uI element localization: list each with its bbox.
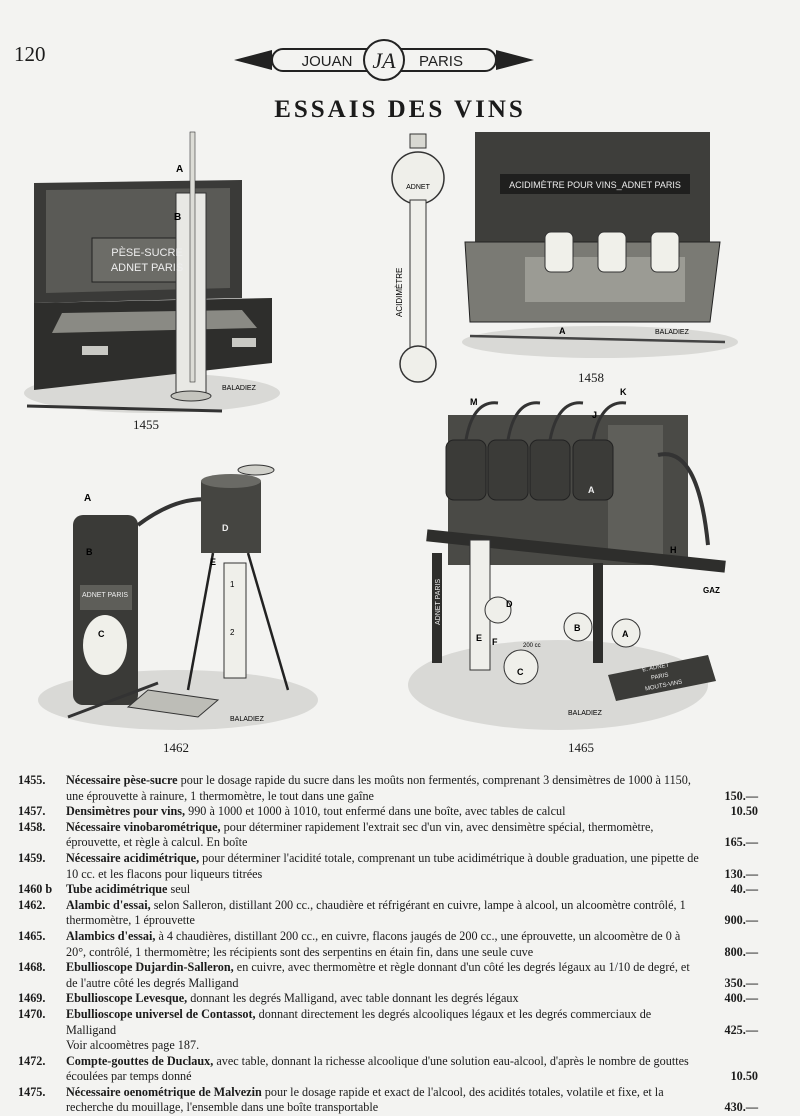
catalog-entry <box>18 1054 758 1085</box>
entry-name: Ebullioscope universel de Contassot, <box>66 1006 256 1021</box>
fig1465-label-m: M <box>470 397 478 407</box>
fig1458-box-text: ACIDIMÈTRE POUR VINS_ADNET PARIS <box>509 180 681 190</box>
entry-number: 1460 b <box>18 882 53 897</box>
entry-name: Alambics d'essai, <box>66 928 156 943</box>
fig1455-box-text-2: ADNET PARIS <box>110 262 184 274</box>
catalog-entry <box>18 898 758 929</box>
entry-price: 130.— <box>724 866 758 881</box>
entry-price: 40.— <box>730 882 758 897</box>
brand-left: JOUAN <box>301 53 353 70</box>
entry-number: 1475. <box>18 1084 46 1099</box>
entry-number: 1458. <box>18 819 46 834</box>
entry-price: 430.— <box>724 1100 758 1115</box>
brand-monogram: JA <box>372 48 396 73</box>
entry-name: Compte-gouttes de Duclaux, <box>66 1053 214 1068</box>
entry-text: Voir alcoomètres page 187. <box>66 1038 200 1053</box>
fig1462-label-d: D <box>222 523 229 533</box>
fig1465-label-b: B <box>574 623 581 633</box>
catalog-entry <box>18 1007 758 1038</box>
brand-right: PARIS <box>419 53 463 70</box>
entry-number: 1469. <box>18 991 46 1006</box>
entry-text: seul <box>167 882 191 897</box>
fig1462-label-1: 1 <box>230 580 235 589</box>
figure-1455 <box>22 128 282 418</box>
entry-number: 1459. <box>18 850 46 865</box>
entry-name: Densimètres pour vins, <box>66 804 186 819</box>
entry-text: donnant les degrés Malligand, avec table donnant les degrés légaux <box>187 991 519 1006</box>
fig1465-label-h: H <box>670 545 677 555</box>
fig1465-book-text-2: PARIS <box>650 672 670 682</box>
fig1455-box-text-1: PÈSE-SUCRE <box>111 247 183 259</box>
entry-name: Ebullioscope Levesque, <box>66 991 188 1006</box>
catalog-list <box>18 773 758 1116</box>
entry-number <box>18 1038 66 1054</box>
entry-text: à 4 chaudières, distillant 200 cc., en cuivre, flacons jaugés de 200 cc., une éprouvette, un alcoomètre de 0 à 20°, contrôlé, 1 thermomètre; les récipients sont des serpentins en étain fin, dans une seule cuve <box>66 928 681 959</box>
fig1465-label-200cc: 200 cc <box>523 643 541 649</box>
entry-text: pour le dosage rapide et exact de l'alcool, des acidités totales, volatile et fixe, et la recherche du mouillage, l'ensemble dans une boîte transportable <box>66 1084 664 1115</box>
fig1465-book-text-1: E. ADNET <box>641 662 670 674</box>
catalog-entry <box>18 960 758 991</box>
fig1455-label-b: B <box>174 212 182 223</box>
fig1462-label-a: A <box>84 493 92 504</box>
entry-name: Nécessaire pèse-sucre <box>66 773 178 787</box>
entry-number: 1472. <box>18 1053 46 1068</box>
fig1455-label-a: A <box>176 164 184 175</box>
catalog-entry <box>18 820 758 851</box>
entry-number: 1468. <box>18 960 46 975</box>
fig1465-label-k: K <box>620 387 627 397</box>
fig1462-label-c: C <box>98 629 105 639</box>
fig1465-label-f: F <box>492 637 498 647</box>
catalog-entry <box>18 1085 758 1116</box>
fig1465-label-a-top: A <box>588 485 595 495</box>
fig1465-label-gaz: GAZ <box>703 586 720 595</box>
figure-acidimetre-tube <box>388 132 448 387</box>
entry-price: 350.— <box>724 975 758 990</box>
figure-1462 <box>28 455 320 735</box>
entry-name: Alambic d'essai, <box>66 897 151 912</box>
page-title: ESSAIS DES VINS <box>274 96 526 123</box>
entry-price: 400.— <box>724 991 758 1006</box>
figure-1458 <box>455 132 740 362</box>
entry-price: 425.— <box>724 1022 758 1037</box>
fig1465-label-d: D <box>506 599 513 609</box>
entry-text: pour déterminer l'acidité totale, comprenant un tube acidimétrique à double graduation, une pipette de 10 cc. et les flacons pour liqueurs titrées <box>66 850 699 881</box>
entry-text: 990 à 1000 et 1000 à 1010, tout enfermé dans une boîte, avec tables de calcul <box>185 804 566 819</box>
fig1465-label-c: C <box>517 667 524 677</box>
catalog-entry <box>18 773 758 804</box>
figure-number-1465: 1465 <box>568 740 594 755</box>
entry-name: Nécessaire oenométrique de Malvezin <box>66 1084 262 1099</box>
catalog-entry <box>18 804 758 820</box>
fig1458-signature: BALADIEZ <box>655 329 689 336</box>
entry-number: 1462. <box>18 897 46 912</box>
fig1458-label-a: A <box>559 326 566 336</box>
entry-name: Nécessaire acidimétrique, <box>66 850 200 865</box>
entry-price: 900.— <box>724 913 758 928</box>
catalog-entry <box>18 991 758 1007</box>
entry-price: 10.50 <box>730 1069 758 1084</box>
entry-name: Tube acidimétrique <box>66 882 168 897</box>
entry-price: 10.50 <box>730 804 758 819</box>
fig1465-book-text-3: MOUTS-VINS <box>644 679 683 693</box>
tube-stem-text: ACIDIMÈTRE <box>395 267 404 317</box>
entry-number: 1470. <box>18 1006 46 1021</box>
fig1462-signature: BALADIEZ <box>230 716 264 723</box>
catalog-entry <box>18 882 758 898</box>
catalog-entry <box>18 851 758 882</box>
catalog-entry <box>18 929 758 960</box>
entry-price: 150.— <box>724 788 758 803</box>
figure-number-1462: 1462 <box>163 740 189 755</box>
entry-name: Nécessaire vinobarométrique, <box>66 819 221 834</box>
entry-number: 1457. <box>18 804 46 819</box>
entry-price: 165.— <box>724 835 758 850</box>
entry-name: Ebullioscope Dujardin-Salleron, <box>66 960 234 975</box>
fig1462-label-b: B <box>86 547 93 557</box>
entry-text: en cuivre, avec thermomètre et règle donnant d'un côté les degrés légaux au 1/10 de degré, et de l'autre côté les degrés Malligand <box>66 960 690 990</box>
entry-number: 1465. <box>18 928 46 943</box>
figure-number-1455: 1455 <box>133 417 159 432</box>
fig1465-signature: BALADIEZ <box>568 710 602 717</box>
fig1465-stand-text: ADNET PARIS <box>435 578 442 625</box>
catalog-note <box>18 1038 758 1054</box>
fig1462-label-e: E <box>210 557 217 567</box>
tube-bulb-text: ADNET <box>406 184 430 191</box>
entry-text: pour le dosage rapide du sucre dans les moûts non fermentés, comprenant 3 densimètres de 1000 à 1150, une éprouvette à rainure, 1 thermomètre, le tout dans une gaîne <box>66 773 691 803</box>
fig1455-signature: BALADIEZ <box>222 385 256 392</box>
fig1465-label-e: E <box>476 633 483 643</box>
fig1465-label-a: A <box>622 629 629 639</box>
entry-number: 1455. <box>18 773 46 787</box>
entry-text: selon Salleron, distillant 200 cc., chaudière et réfrigérant en cuivre, lampe à alcool, un alcoomètre contrôlé, 1 thermomètre, 1 éprouvette <box>66 897 686 928</box>
entry-price: 800.— <box>724 944 758 959</box>
page-number: 120 <box>14 42 46 66</box>
fig1462-label-2: 2 <box>230 628 235 637</box>
entry-text: avec table, donnant la richesse alcoolique d'une solution eau-alcool, d'après le nombre de gouttes écoulées par temps donné <box>66 1053 689 1084</box>
figure-number-1458: 1458 <box>578 370 604 385</box>
fig1462-body-text: ADNET PARIS <box>81 592 129 599</box>
entry-text: pour déterminer rapidement l'extrait sec d'un vin, avec densimètre spécial, thermomètre, éprouvette, et règle à calcul. En boîte <box>66 819 654 850</box>
fig1465-label-j: J <box>592 410 598 420</box>
brand-logo <box>232 36 536 84</box>
figure-1465 <box>398 385 738 730</box>
entry-text: donnant directement les degrés alcooliques légaux et les degrés commerciaux de Malligand <box>66 1006 652 1037</box>
